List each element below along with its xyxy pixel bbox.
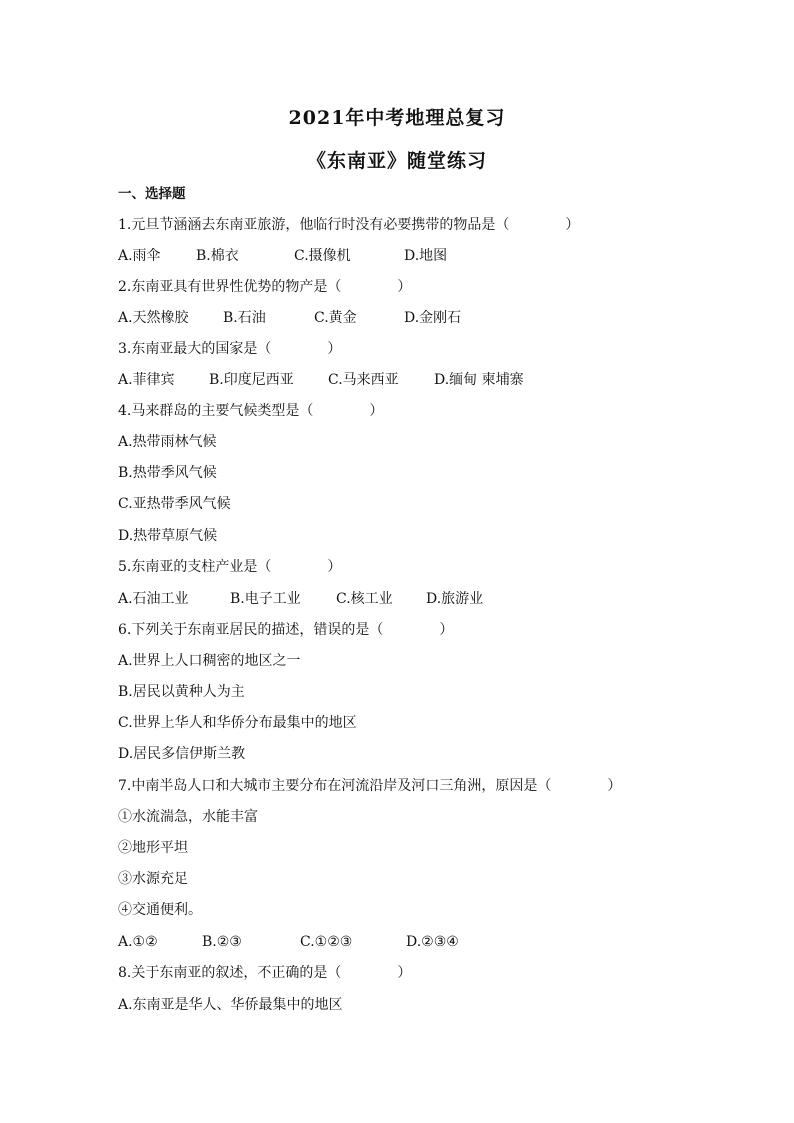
question-8: 8.关于东南亚的叙述，不正确的是（ ） xyxy=(118,965,412,981)
option-d: D.地图 xyxy=(404,248,448,264)
statement-1: ①水流湍急，水能丰富 xyxy=(118,809,258,825)
option-a: A.世界上人口稠密的地区之一 xyxy=(118,653,301,669)
question-7: 7.中南半岛人口和大城市主要分布在河流沿岸及河口三角洲，原因是（ ） xyxy=(118,778,622,794)
option-b: B.热带季风气候 xyxy=(118,465,217,481)
option-a: A.热带雨林气候 xyxy=(118,434,217,450)
option-b: B.石油 xyxy=(223,310,266,326)
question-5-options xyxy=(118,590,678,608)
option-a: A.石油工业 xyxy=(118,591,189,607)
option-a: A.①② xyxy=(118,934,158,950)
page-title: 2021年中考地理总复习 xyxy=(288,107,506,129)
option-b: B.印度尼西亚 xyxy=(209,372,294,388)
option-d: D.居民多信伊斯兰教 xyxy=(118,746,246,762)
section-heading: 一、选择题 xyxy=(118,186,186,202)
option-d: D.旅游业 xyxy=(426,591,484,607)
option-c: C.摄像机 xyxy=(294,248,351,264)
question-6: 6.下列关于东南亚居民的描述，错误的是（ ） xyxy=(118,622,454,638)
option-d: D.②③④ xyxy=(406,934,459,950)
option-c: C.①②③ xyxy=(300,934,353,950)
option-a: A.天然橡胶 xyxy=(118,310,189,326)
question-7-options xyxy=(118,933,678,951)
question-3-options xyxy=(118,371,678,389)
question-1: 1.元旦节涵涵去东南亚旅游，他临行时没有必要携带的物品是（ ） xyxy=(118,217,580,233)
option-c: C.黄金 xyxy=(314,310,357,326)
option-b: B.棉衣 xyxy=(196,248,239,264)
option-d: D.金刚石 xyxy=(404,310,462,326)
statement-4: ④交通便利。 xyxy=(118,902,202,918)
option-b: B.电子工业 xyxy=(230,591,301,607)
statement-3: ③水源充足 xyxy=(118,871,188,887)
option-d: D.缅甸 柬埔寨 xyxy=(434,372,524,388)
question-2: 2.东南亚具有世界性优势的物产是（ ） xyxy=(118,279,412,295)
option-a: A.雨伞 xyxy=(118,248,161,264)
question-3: 3.东南亚最大的国家是（ ） xyxy=(118,341,342,357)
option-a: A.菲律宾 xyxy=(118,372,175,388)
option-c: C.核工业 xyxy=(336,591,393,607)
question-4: 4.马来群岛的主要气候类型是（ ） xyxy=(118,403,384,419)
page-subtitle: 《东南亚》随堂练习 xyxy=(306,150,487,172)
question-1-options xyxy=(118,247,678,265)
question-5: 5.东南亚的支柱产业是（ ） xyxy=(118,559,342,575)
option-d: D.热带草原气候 xyxy=(118,528,218,544)
option-a: A.东南亚是华人、华侨最集中的地区 xyxy=(118,997,343,1013)
option-c: C.马来西亚 xyxy=(328,372,399,388)
option-b: B.②③ xyxy=(202,934,242,950)
option-c: C.世界上华人和华侨分布最集中的地区 xyxy=(118,715,357,731)
statement-2: ②地形平坦 xyxy=(118,840,188,856)
question-2-options xyxy=(118,309,678,327)
option-c: C.亚热带季风气候 xyxy=(118,496,231,512)
option-b: B.居民以黄种人为主 xyxy=(118,684,245,700)
